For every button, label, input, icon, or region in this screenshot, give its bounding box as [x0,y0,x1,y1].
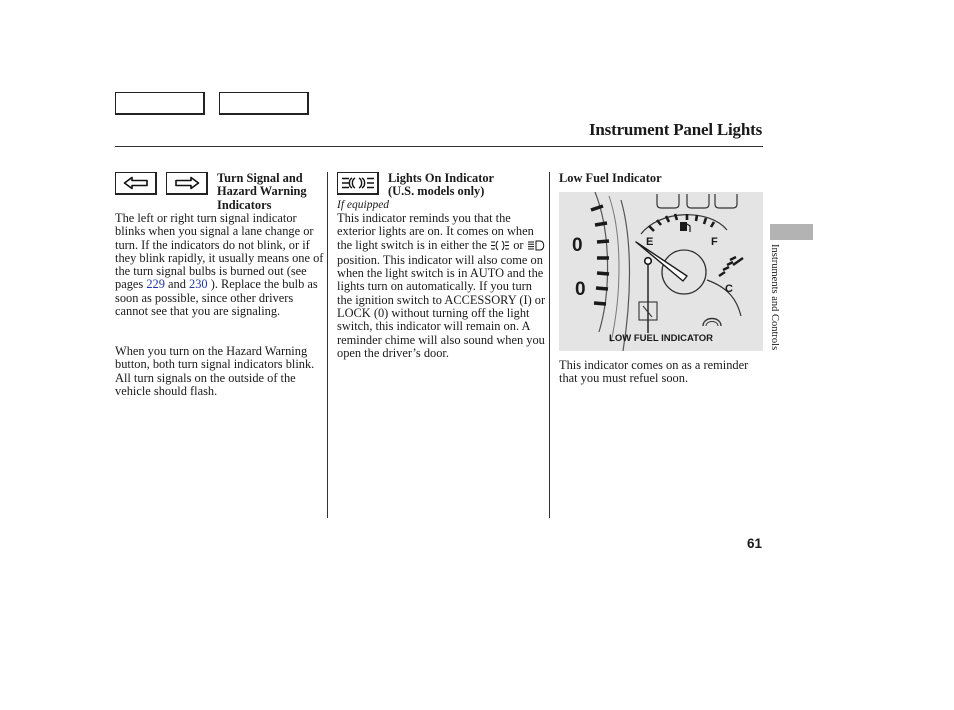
column-divider [549,172,550,518]
headlight-icon [527,240,547,254]
column-divider [327,172,328,518]
page-link-229[interactable]: 229 [146,277,165,292]
right-turn-indicator-box [166,172,208,195]
left-turn-indicator-box [115,172,157,195]
heading-line: Lights On Indicator [388,171,495,185]
lights-on-heading [388,172,538,199]
gauge-drawing [559,192,763,351]
page-link-230[interactable]: 230 [189,277,208,292]
odometer-digit: 0 [575,279,586,300]
low-fuel-heading: Low Fuel Indicator [559,171,662,185]
heading-line: (U.S. models only) [388,184,485,199]
section-label: Instruments and Controls [769,244,780,351]
turn-signal-paragraph [115,212,327,318]
page-title: Instrument Panel Lights [589,120,762,139]
nav-button-contents[interactable] [219,92,309,115]
left-arrow-icon [123,176,149,190]
nav-button-previous[interactable] [115,92,205,115]
hazard-paragraph: When you turn on the Hazard Warning button, both turn signal indicators blink. All turn signals on the outside of the vehicle should flash. [115,344,315,398]
lights-on-indicator-box [337,172,379,195]
text-span: ). Replace the bulb as soon as possible, since other drivers cannot see that you are signaling. [115,277,318,319]
odometer-digit: 0 [572,235,583,256]
fuel-gauge-illustration [559,192,763,351]
temp-cold-label: C [725,283,733,295]
turn-signal-heading: Turn Signal and Hazard Warning Indicators [217,171,307,212]
title-rule [115,146,763,147]
text-span: and [164,277,189,292]
section-tab[interactable] [770,224,813,240]
low-fuel-paragraph: This indicator comes on as a reminder that you must refuel soon. [559,358,749,386]
gauge-empty-label: E [646,236,654,248]
lights-on-indicator-icon [341,175,375,191]
text-span: position. This indicator will also come on when the light switch is in AUTO and the lights turn on automatically. If you turn the ignition switch to ACCESSORY (I) or LOCK (0) without turning off the light switch, this indicator will remain on. A reminder chime will also sound when you open the driver’s door. [337,252,546,360]
page-number: 61 [746,536,762,551]
lights-on-paragraph [337,212,549,360]
gauge-full-label: F [711,236,718,248]
low-fuel-indicator-callout: LOW FUEL INDICATOR [609,333,713,344]
text-span: or [510,237,527,252]
right-arrow-icon [174,176,200,190]
text-span: The left or right turn signal indicator blinks when you signal a lane change or turn. If the indicators do not blink, or if they blink rapidly, it usually means one of the turn signal bulbs is burned out (see pages [115,211,324,292]
parking-light-icon [490,240,510,254]
equipment-note: If equipped [337,199,390,211]
text-span: This indicator reminds you that the exterior lights are on. It comes on when the light switch is in either the [337,211,534,252]
